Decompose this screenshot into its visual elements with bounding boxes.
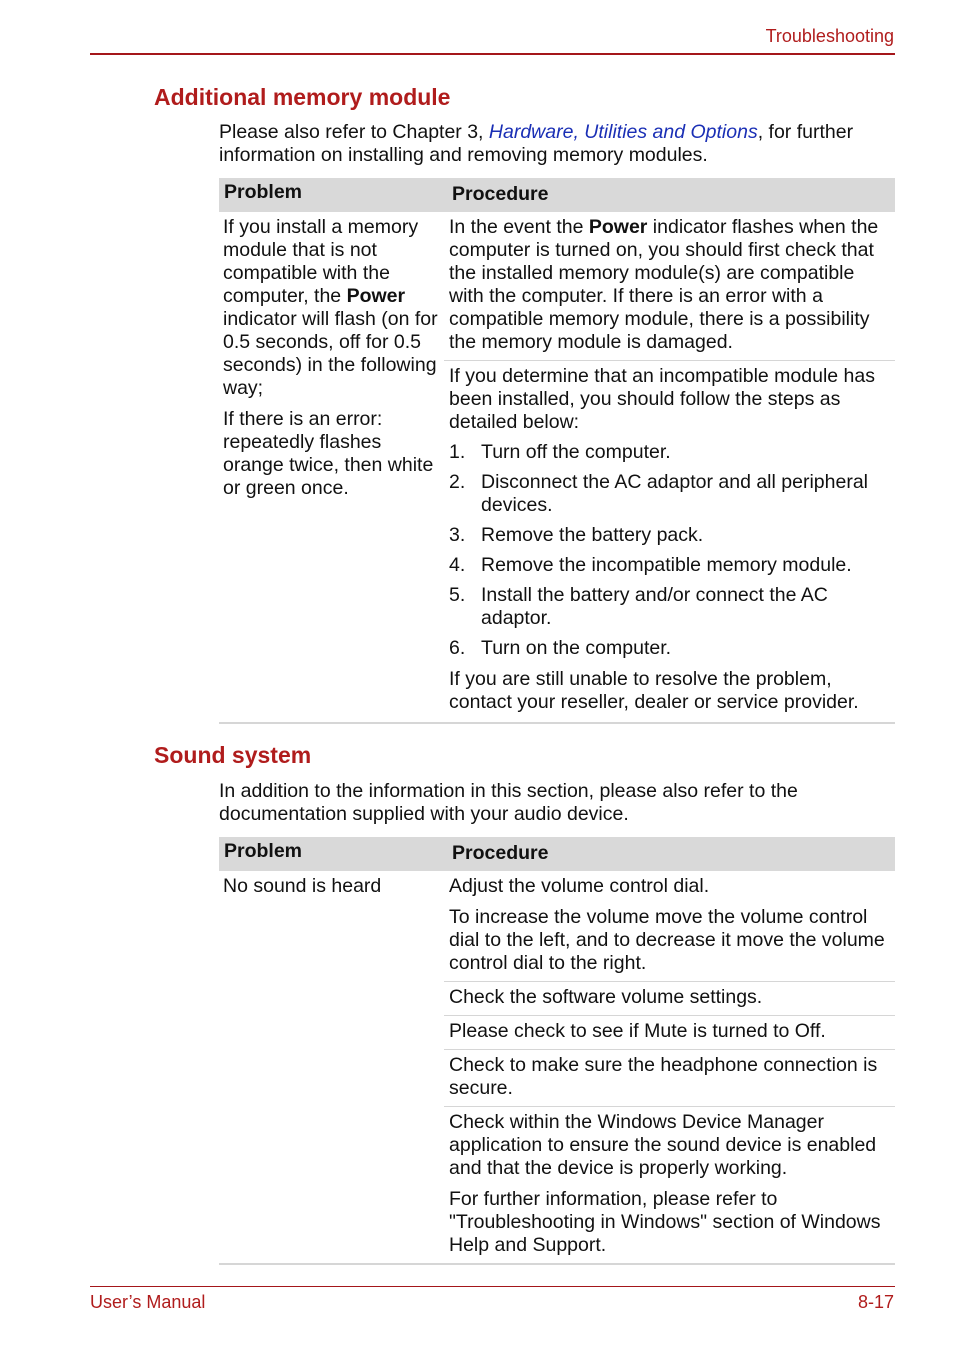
problem-description: No sound is heard (223, 875, 382, 897)
procedure-text-end: indicator flashes when the computer is turned on, you should first check that the installed memory module(s) are compatible with the computer. If there is an error with a compatible memory module, there is a possibility the memory module is damaged. (449, 216, 879, 353)
procedure-cell (444, 212, 895, 722)
step-number: 4. (449, 554, 466, 576)
list-item (449, 524, 887, 547)
procedure-cell (444, 871, 895, 1263)
step-text: Remove the incompatible memory module. (481, 554, 852, 576)
procedure-steps-outro: If you are still unable to resolve the problem, contact your reseller, dealer or service provider. (449, 668, 859, 713)
procedure-headphone: Check to make sure the headphone connection is secure. (444, 1049, 895, 1106)
procedure-text-detail: For further information, please refer to "Troubleshooting in Windows" section of Windows Help and Support. (449, 1188, 881, 1256)
step-text: Turn on the computer. (481, 637, 672, 659)
list-item (449, 637, 887, 660)
memory-table-header (219, 178, 895, 212)
problem-cell (219, 212, 444, 722)
running-header-section: Troubleshooting (765, 26, 894, 46)
sound-table (219, 837, 895, 1265)
footer-rule (90, 1286, 895, 1287)
procedure-steps-block (444, 360, 895, 722)
power-term: Power (588, 216, 648, 238)
page-number: 8-17 (857, 1292, 894, 1312)
header-rule (90, 53, 895, 55)
step-number: 5. (449, 584, 466, 606)
procedure-steps-list (449, 441, 887, 660)
procedure-mute: Please check to see if Mute is turned to Off. (444, 1015, 895, 1049)
problem-text-end: indicator will flash (on for 0.5 seconds, off for 0.5 seconds) in the following way; (223, 308, 438, 399)
sound-table-row (219, 871, 895, 1265)
memory-heading: Additional memory module (154, 84, 451, 110)
list-item (449, 471, 887, 517)
column-header-procedure: Procedure (452, 842, 549, 864)
problem-text: If you install a memory module that is not compatible with the computer, the (223, 216, 419, 307)
procedure-software-volume: Check the software volume settings. (444, 981, 895, 1015)
procedure-device-manager (444, 1106, 895, 1263)
column-header-problem: Problem (224, 181, 303, 203)
list-item (449, 554, 887, 577)
problem-error-pattern: If there is an error: repeatedly flashes orange twice, then white or green once. (223, 408, 434, 499)
procedure-text-detail: To increase the volume move the volume control dial to the left, and to decrease it move the volume control dial to the right. (449, 906, 885, 974)
memory-table-row (219, 212, 895, 724)
procedure-text: Adjust the volume control dial. (449, 875, 710, 897)
chapter-link[interactable]: Hardware, Utilities and Options (488, 121, 758, 143)
procedure-steps-intro: If you determine that an incompatible module has been installed, you should follow the steps as detailed below: (449, 365, 876, 433)
procedure-text: In the event the (449, 216, 589, 238)
footer-manual-title: User’s Manual (90, 1292, 206, 1312)
memory-intro-text-end: , for further information on installing and removing memory modules. (219, 121, 854, 166)
memory-intro-text: Please also refer to Chapter 3, (219, 121, 489, 143)
step-text: Disconnect the AC adaptor and all peripheral devices. (481, 471, 868, 516)
step-text: Turn off the computer. (481, 441, 671, 463)
list-item (449, 441, 887, 464)
memory-intro (219, 121, 895, 167)
step-number: 2. (449, 471, 466, 493)
step-number: 6. (449, 637, 466, 659)
procedure-text: Check within the Windows Device Manager application to ensure the sound device is enabled and that the device is properly working. (449, 1111, 877, 1179)
memory-table (219, 178, 895, 724)
list-item (449, 584, 887, 630)
procedure-volume-dial (444, 871, 895, 981)
sound-intro: In addition to the information in this section, please also refer to the documentation supplied with your audio device. (219, 780, 798, 825)
column-header-procedure: Procedure (452, 183, 549, 205)
problem-cell (219, 871, 444, 1263)
column-header-problem: Problem (224, 840, 303, 862)
step-number: 1. (449, 441, 466, 463)
sound-heading: Sound system (154, 742, 312, 768)
step-text: Install the battery and/or connect the AC adaptor. (481, 584, 828, 629)
step-number: 3. (449, 524, 466, 546)
problem-description (223, 216, 444, 400)
procedure-first-check (444, 212, 895, 360)
power-term: Power (346, 285, 406, 307)
sound-table-header (219, 837, 895, 871)
step-text: Remove the battery pack. (481, 524, 704, 546)
